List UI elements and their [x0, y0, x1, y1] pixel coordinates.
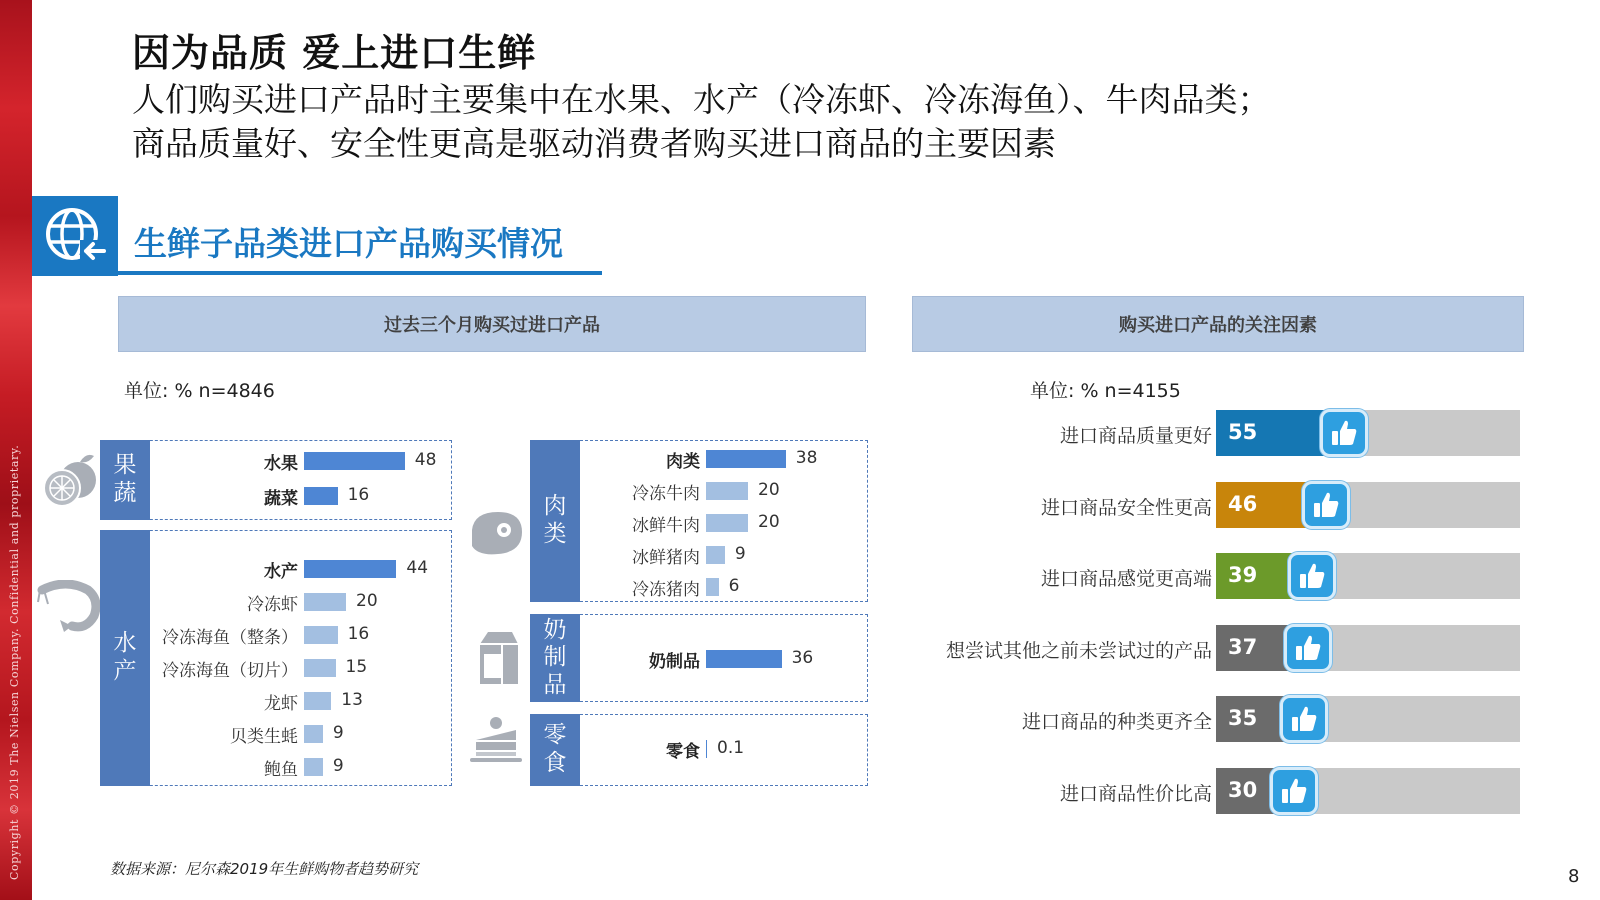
thumbs-up-icon [1320, 409, 1368, 457]
bar [706, 578, 719, 596]
subtitle-line-1: 人们购买进口产品时主要集中在水果、水产（冷冻虾、冷冻海鱼）、牛肉品类； [132, 80, 1271, 119]
bar-value-label: 15 [345, 657, 368, 677]
bar-label: 零食 [666, 742, 700, 762]
factor-value: 37 [1228, 634, 1258, 659]
right-panel-header: 购买进口产品的关注因素 [912, 296, 1524, 352]
thumbs-up-icon [1280, 695, 1328, 743]
bar [706, 650, 782, 668]
copyright-text: Copyright © 2019 The Nielsen Company. Confidential and proprietary. [8, 444, 21, 880]
factor-label: 进口商品性价比高 [1059, 782, 1212, 805]
bar-value-label: 9 [734, 544, 746, 564]
bar-label: 冷冻猪肉 [632, 580, 700, 600]
group-label-snack: 零 食 [530, 714, 580, 786]
thumbs-up-icon [1284, 624, 1332, 672]
right-unit-note: 单位: % n=4155 [1030, 380, 1181, 402]
globe-arrow-icon [32, 196, 118, 276]
data-source-note: 数据来源：尼尔森2019年生鲜购物者趋势研究 [110, 860, 419, 878]
meat-icon [466, 508, 526, 562]
bar [304, 692, 331, 710]
section-title: 生鲜子品类进口产品购买情况 [134, 224, 563, 263]
thumbs-up-icon [1302, 481, 1350, 529]
bar [304, 487, 338, 505]
bar-label: 冷冻牛肉 [632, 484, 700, 504]
bar [706, 450, 786, 468]
bar-label: 肉类 [666, 452, 700, 472]
bar-value-label: 44 [406, 558, 429, 578]
bar-label: 蔬菜 [264, 489, 298, 509]
bar [304, 593, 346, 611]
group-label-aquatic: 水 产 [100, 530, 150, 786]
cake-icon [468, 716, 524, 768]
milk-carton-icon [472, 628, 524, 690]
bar [706, 514, 748, 532]
bar-value-label: 9 [332, 756, 344, 776]
bar-label: 冰鲜牛肉 [632, 516, 700, 536]
section-underline [118, 271, 602, 275]
bar-value-label: 16 [347, 485, 370, 505]
bar-label: 冷冻虾 [247, 595, 298, 615]
factor-label: 进口商品感觉更高端 [1040, 568, 1212, 590]
bar [304, 452, 405, 470]
bar [304, 758, 323, 776]
page-number: 8 [1568, 866, 1580, 887]
bar-label: 鲍鱼 [264, 760, 298, 780]
bar-label: 奶制品 [649, 652, 700, 672]
factor-value: 35 [1228, 706, 1258, 730]
factor-label: 进口商品安全性更高 [1040, 496, 1212, 519]
bar-value-label: 16 [347, 624, 370, 644]
shrimp-icon [36, 580, 102, 636]
factor-value: 30 [1228, 777, 1258, 802]
bar-label: 龙虾 [264, 694, 298, 714]
group-label-meat: 肉 类 [530, 440, 580, 602]
left-unit-note: 单位: % n=4846 [124, 380, 275, 402]
subtitle-line-2: 商品质量好、安全性更高是驱动消费者购买进口商品的主要因素 [132, 124, 1056, 163]
factor-label: 进口商品的种类更齐全 [1021, 711, 1212, 733]
bar-value-label: 36 [791, 648, 814, 668]
thumbs-up-icon [1288, 552, 1336, 600]
group-label-dairy: 奶 制 品 [530, 614, 580, 702]
bar-value-label: 0.1 [717, 738, 745, 758]
bar [304, 626, 338, 644]
factor-label: 想尝试其他之前未尝试过的产品 [945, 639, 1212, 662]
bar-label: 冷冻海鱼（切片） [162, 661, 298, 681]
bar-label: 贝类生蚝 [230, 727, 298, 747]
bar-value-label: 20 [356, 591, 378, 611]
bar-value-label: 13 [341, 690, 363, 710]
thumbs-up-icon [1270, 767, 1318, 815]
bar-value-label: 20 [758, 512, 780, 532]
left-panel-header: 过去三个月购买过进口产品 [118, 296, 866, 352]
fruit-icon [40, 450, 100, 512]
bar-label: 水产 [264, 562, 298, 582]
bar-label: 冷冻海鱼（整条） [162, 628, 298, 648]
bar [706, 546, 725, 564]
factor-value: 39 [1228, 563, 1258, 587]
group-label-fruit-veg: 果 蔬 [100, 440, 150, 520]
bar-value-label: 48 [414, 450, 437, 470]
bar [304, 659, 336, 677]
bar [304, 725, 323, 743]
bar-value-label: 6 [728, 576, 740, 596]
factor-label: 进口商品质量更好 [1059, 425, 1212, 447]
bar [706, 482, 748, 500]
page-title: 因为品质 爱上进口生鲜 [132, 31, 537, 75]
factor-value: 55 [1228, 420, 1258, 444]
bar-value-label: 38 [795, 448, 818, 468]
bar [304, 560, 396, 578]
bar-value-label: 20 [758, 480, 780, 500]
factor-value: 46 [1228, 491, 1258, 516]
bar-label: 水果 [264, 454, 298, 474]
bar [706, 740, 707, 758]
bar-label: 冰鲜猪肉 [632, 548, 700, 568]
bar-value-label: 9 [332, 723, 344, 743]
